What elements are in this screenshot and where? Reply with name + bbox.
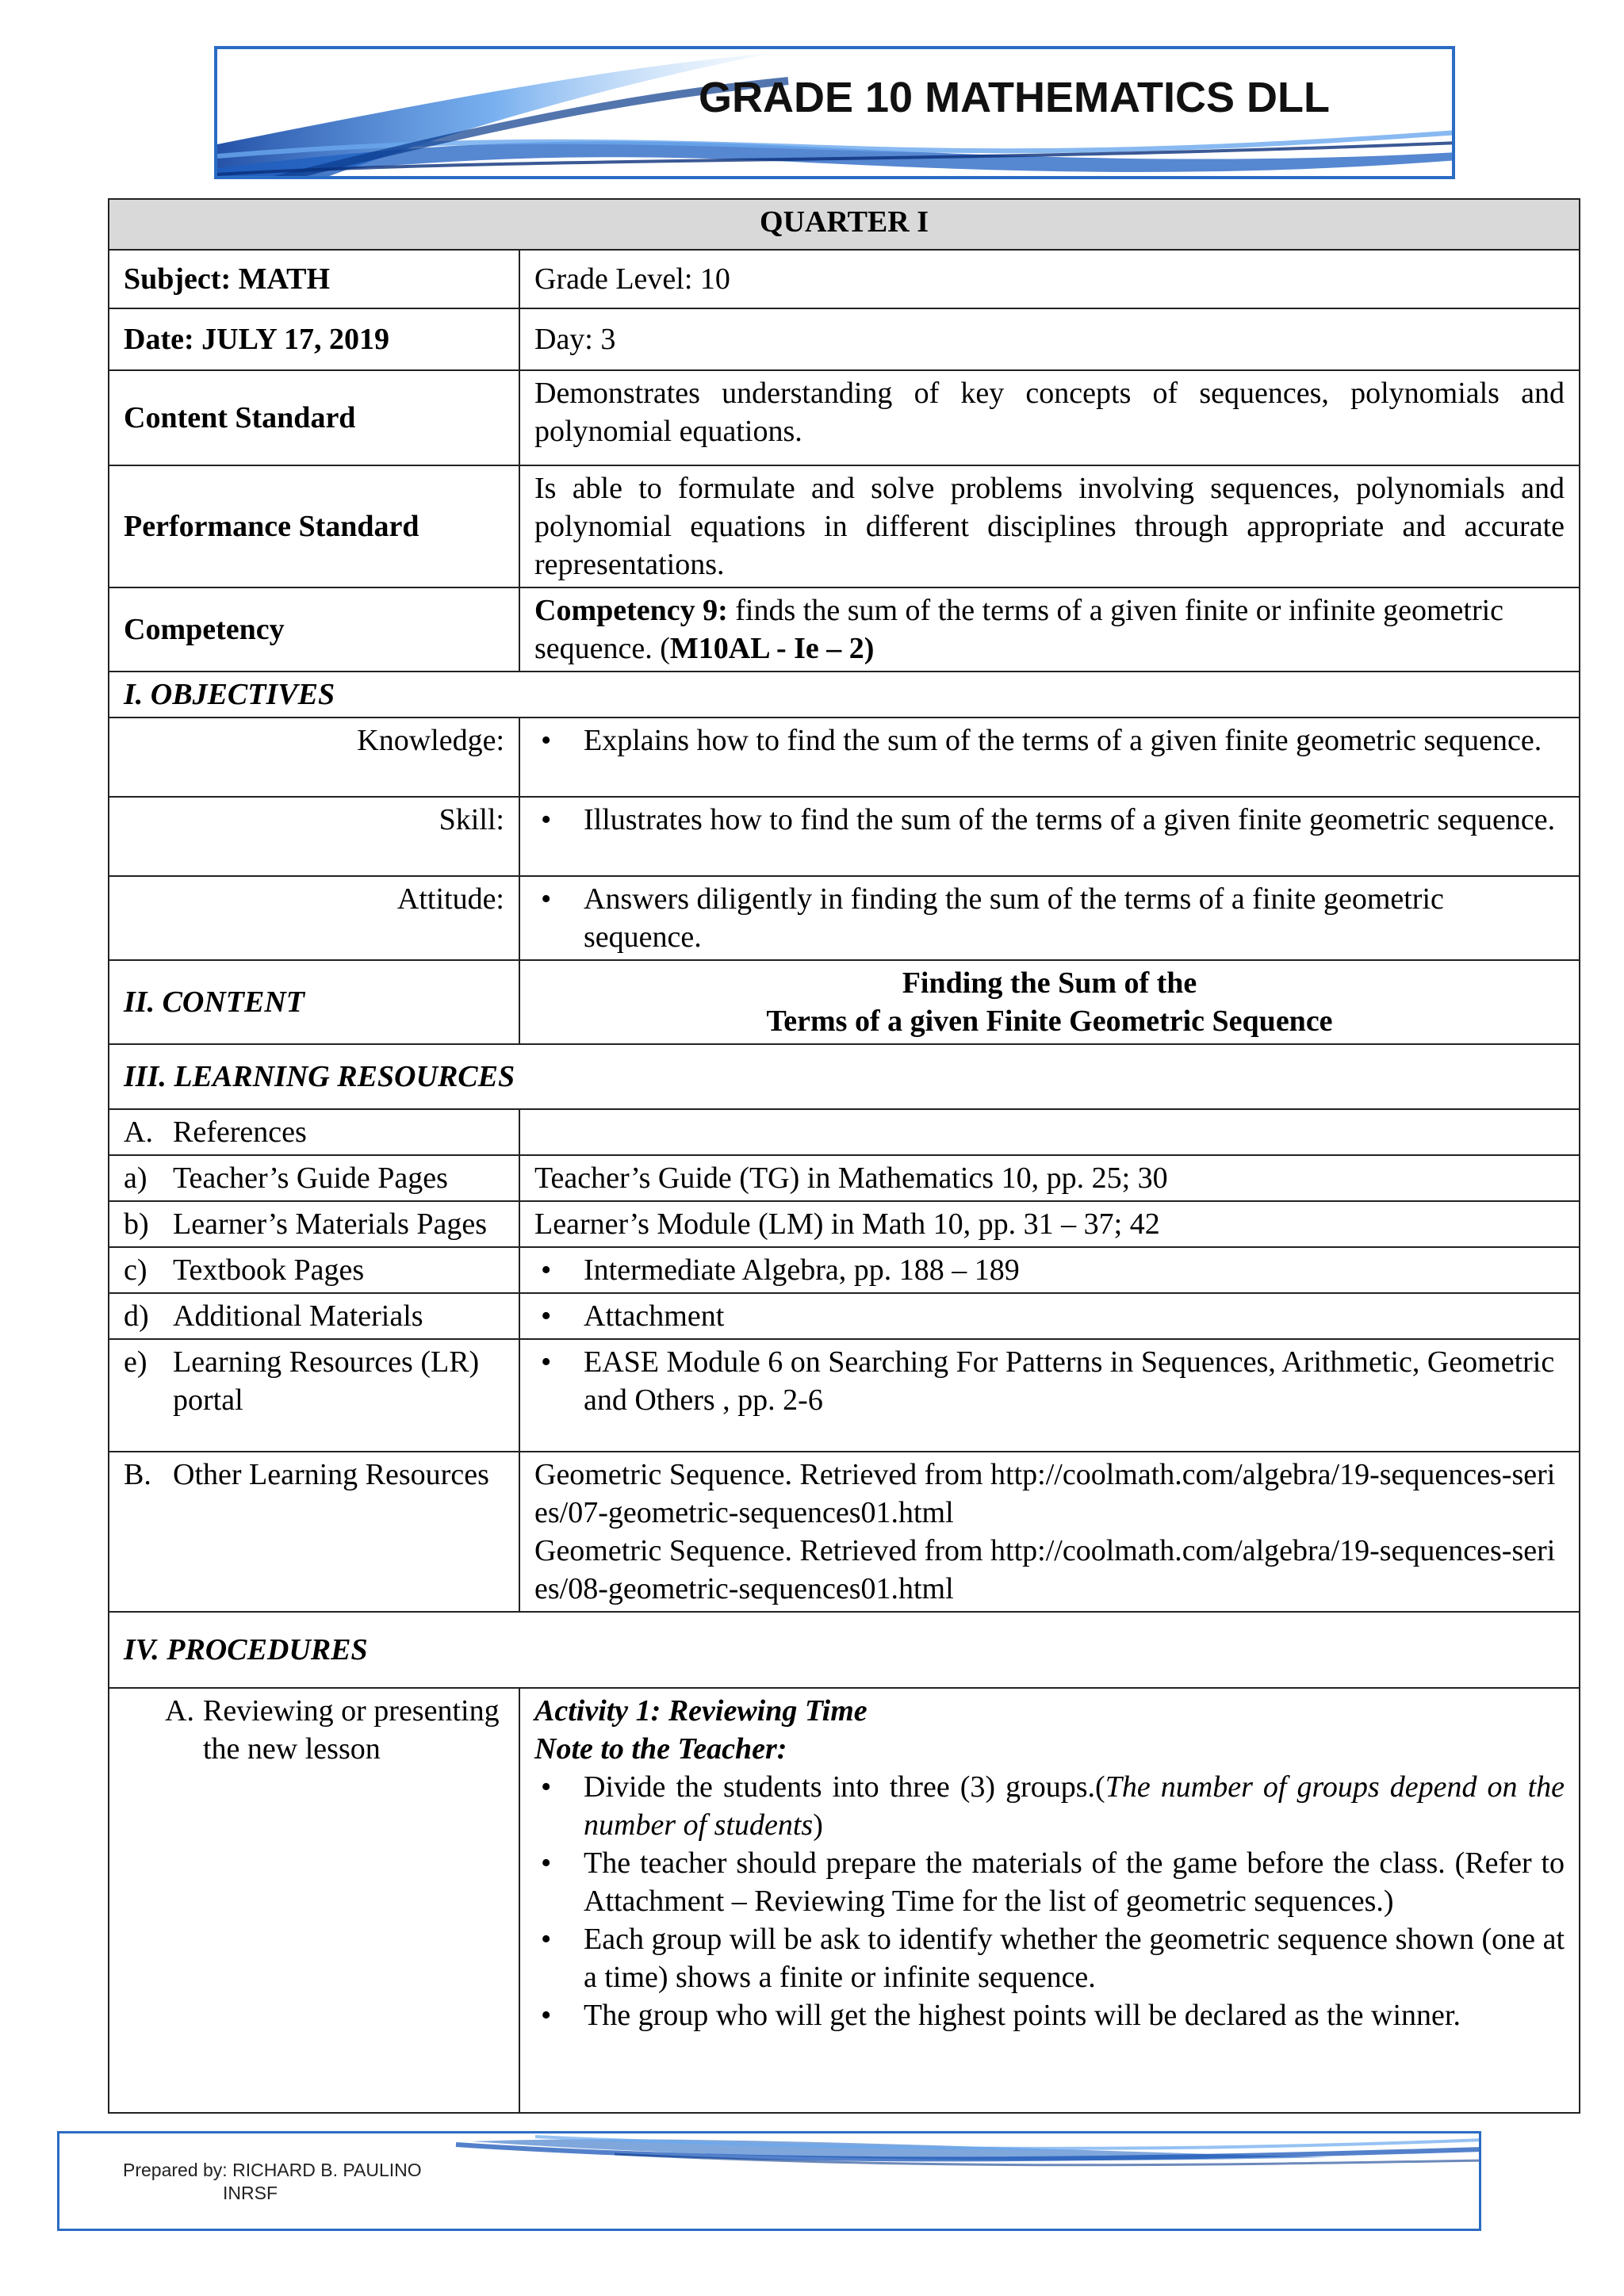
tb-cell — [109, 1247, 519, 1293]
note-title: Note to the Teacher: — [534, 1732, 787, 1766]
prepared-by — [123, 2159, 422, 2205]
document-title: GRADE 10 MATHEMATICS DLL — [699, 74, 1330, 121]
other-resource-1: Geometric Sequence. Retrieved from http://coolmath.com/algebra/19-sequences-series/07-geometric-sequences01.html — [534, 1458, 1556, 1529]
procedures-heading: IV. PROCEDURES — [109, 1612, 1580, 1688]
subject-value: MATH — [238, 262, 331, 296]
tg-value: Teacher’s Guide (TG) in Mathematics 10, pp. 25; 30 — [519, 1155, 1580, 1201]
subject-label: Subject: — [124, 262, 232, 296]
bullet-1-end: ) — [813, 1808, 823, 1842]
content-standard-label: Content Standard — [109, 370, 519, 465]
procedure-a-label: Reviewing or presenting the new lesson — [203, 1694, 500, 1766]
competency-title: Competency 9: — [534, 594, 728, 627]
date-cell — [109, 308, 519, 370]
attitude-text: • Answers diligently in finding the sum of the terms of a finite geometric sequence. — [534, 880, 1565, 956]
attitude-cell — [519, 876, 1580, 960]
procedure-bullet-3: • Each group will be ask to identify whether the geometric sequence shown (one at a time) shows a finite or infinite sequence. — [534, 1920, 1565, 1996]
resources-heading: III. LEARNING RESOURCES — [109, 1044, 1580, 1109]
competency-code: M10AL - Ie – 2) — [669, 632, 875, 665]
lr-value: • EASE Module 6 on Searching For Patterns in Sequences, Arithmetic, Geometric and Others , pp. 2-6 — [534, 1343, 1565, 1419]
quarter-row — [109, 199, 1580, 250]
performance-standard-text: Is able to formulate and solve problems involving sequences, polynomials and polynomial equations in different disciplines through appropriate and accurate representations. — [519, 465, 1580, 587]
lr-label: Learning Resources (LR) portal — [173, 1345, 480, 1417]
knowledge-row — [109, 718, 1580, 797]
procedure-bullet-4: • The group who will get the highest points will be declared as the winner. — [534, 1996, 1565, 2034]
prepared-by-name: Prepared by: RICHARD B. PAULINO — [123, 2160, 422, 2180]
knowledge-label: Knowledge: — [109, 718, 519, 797]
header-banner — [214, 46, 1455, 179]
objectives-heading: I. OBJECTIVES — [109, 672, 1580, 718]
other-resource-2: Geometric Sequence. Retrieved from http://coolmath.com/algebra/19-sequences-series/08-geometric-sequences01.html — [534, 1534, 1556, 1605]
content-standard-row — [109, 370, 1580, 465]
procedure-a-letter: A. — [165, 1694, 194, 1728]
quarter-label: QUARTER I — [109, 199, 1580, 250]
am-value: • Attachment — [534, 1297, 1565, 1335]
lm-value: Learner’s Module (LM) in Math 10, pp. 31 – 37; 42 — [519, 1201, 1580, 1247]
tg-row — [109, 1155, 1580, 1201]
attitude-row — [109, 876, 1580, 960]
activity-title: Activity 1: Reviewing Time — [534, 1694, 868, 1728]
competency-text: finds the sum of the terms of a given finite or infinite geometric sequence. ( — [534, 594, 1504, 665]
performance-standard-label: Performance Standard — [109, 465, 519, 587]
lm-letter: b) — [124, 1207, 149, 1241]
skill-text: • Illustrates how to find the sum of the terms of a given finite geometric sequence. — [534, 801, 1565, 839]
lr-cell — [109, 1339, 519, 1452]
other-letter: B. — [124, 1458, 151, 1491]
tg-cell — [109, 1155, 519, 1201]
date-label: Date: — [124, 323, 194, 356]
grade-level: Grade Level: 10 — [519, 250, 1580, 308]
prepared-by-school: INRSF — [223, 2183, 278, 2203]
lr-cell-value — [519, 1339, 1580, 1452]
competency-row — [109, 587, 1580, 672]
resources-heading-row — [109, 1044, 1580, 1109]
skill-row — [109, 797, 1580, 876]
bullet-1-text: Divide the students into three (3) groups.( — [584, 1770, 1105, 1804]
competency-text-cell — [519, 587, 1580, 672]
content-topic-line2: Terms of a given Finite Geometric Sequence — [766, 1004, 1333, 1038]
knowledge-cell — [519, 718, 1580, 797]
am-label: Additional Materials — [173, 1299, 423, 1333]
tb-row — [109, 1247, 1580, 1293]
tb-letter: c) — [124, 1253, 147, 1287]
am-cell — [109, 1293, 519, 1339]
other-resources-cell — [109, 1452, 519, 1612]
subject-cell — [109, 250, 519, 308]
footer-banner — [57, 2131, 1481, 2231]
content-row — [109, 960, 1580, 1044]
performance-standard-row — [109, 465, 1580, 587]
am-cell-value — [519, 1293, 1580, 1339]
content-standard-text: Demonstrates understanding of key concepts of sequences, polynomials and polynomial equations. — [519, 370, 1580, 465]
references-label: References — [173, 1115, 307, 1149]
references-letter: A. — [124, 1115, 153, 1149]
attitude-label: Attitude: — [109, 876, 519, 960]
bullet-1-italic: The number of groups depend on the number of students — [584, 1770, 1565, 1842]
skill-cell — [519, 797, 1580, 876]
other-label: Other Learning Resources — [173, 1458, 489, 1491]
knowledge-text: • Explains how to find the sum of the terms of a given finite geometric sequence. — [534, 721, 1565, 760]
objectives-heading-row — [109, 672, 1580, 718]
skill-label: Skill: — [109, 797, 519, 876]
tg-letter: a) — [124, 1161, 147, 1195]
am-row — [109, 1293, 1580, 1339]
procedure-bullet-1 — [534, 1768, 1565, 1844]
procedures-heading-row — [109, 1612, 1580, 1688]
references-empty — [519, 1109, 1580, 1155]
tb-label: Textbook Pages — [173, 1253, 365, 1287]
content-topic — [519, 960, 1580, 1044]
lm-cell — [109, 1201, 519, 1247]
dll-table — [108, 198, 1580, 2114]
am-letter: d) — [124, 1299, 149, 1333]
lr-letter: e) — [124, 1345, 147, 1379]
lm-row — [109, 1201, 1580, 1247]
tg-label: Teacher’s Guide Pages — [173, 1161, 448, 1195]
procedure-bullet-2: • The teacher should prepare the materials of the game before the class. (Refer to Attachment – Reviewing Time for the list of geometric sequences.) — [534, 1844, 1565, 1920]
other-resources-value — [519, 1452, 1580, 1612]
date-row — [109, 308, 1580, 370]
day: Day: 3 — [519, 308, 1580, 370]
other-resources-row — [109, 1452, 1580, 1612]
references-row — [109, 1109, 1580, 1155]
lm-label: Learner’s Materials Pages — [173, 1207, 488, 1241]
procedure-a-content — [519, 1688, 1580, 2113]
procedure-a-cell — [109, 1688, 519, 2113]
subject-row — [109, 250, 1580, 308]
tb-cell-value — [519, 1247, 1580, 1293]
references-cell — [109, 1109, 519, 1155]
content-topic-line1: Finding the Sum of the — [902, 966, 1197, 1000]
tb-value: • Intermediate Algebra, pp. 188 – 189 — [534, 1251, 1565, 1289]
content-heading: II. CONTENT — [109, 960, 519, 1044]
lr-row — [109, 1339, 1580, 1452]
date-value: JULY 17, 2019 — [201, 323, 389, 356]
procedure-a-row — [109, 1688, 1580, 2113]
competency-label: Competency — [109, 587, 519, 672]
